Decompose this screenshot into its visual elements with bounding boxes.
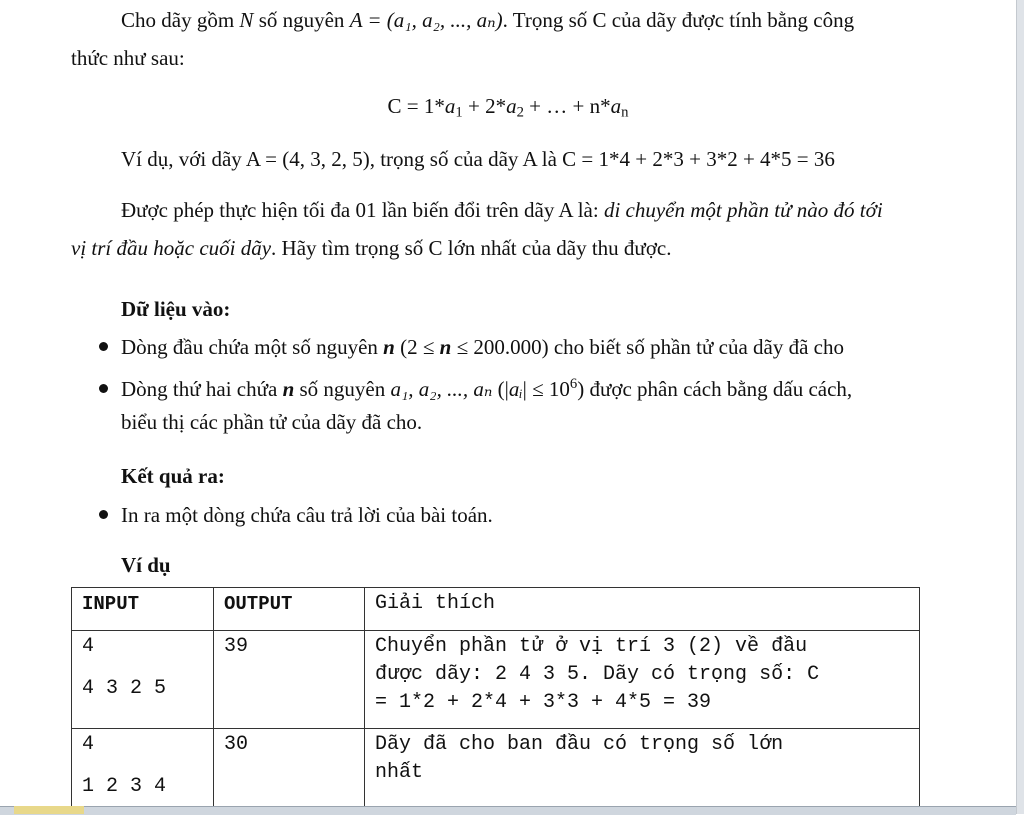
input-line: 4 3 2 5	[82, 677, 167, 700]
problem-paragraph-line1	[121, 6, 854, 34]
text: ≤ 200.000) cho biết số phần tử của dãy đã cho	[451, 335, 844, 359]
output-cell: 30	[214, 729, 365, 814]
sequence-a: A = (a₁, a₂, ..., aₙ)	[349, 8, 503, 32]
var-n: N	[239, 8, 254, 32]
table-row	[72, 631, 920, 729]
explain-cell	[365, 729, 920, 814]
formula-part: C = 1*	[387, 94, 445, 118]
header-output: OUTPUT	[214, 588, 365, 631]
var-ai: aᵢ	[508, 377, 523, 401]
input-bullet-2-line1	[121, 375, 852, 403]
taskbar-tab[interactable]	[14, 806, 84, 814]
table-row	[72, 729, 920, 814]
header-input: INPUT	[72, 588, 214, 631]
transform-paragraph-line1	[121, 196, 883, 224]
text: Được phép thực hiện tối đa 01 lần biến đổi trên dãy A là:	[121, 198, 604, 222]
formula-var: a	[506, 94, 517, 118]
explain-line: Dãy đã cho ban đầu có trọng số lớn	[375, 733, 784, 756]
input-bullet-2-line2: biểu thị các phần tử của dãy đã cho.	[121, 410, 423, 434]
input-cell	[72, 631, 214, 729]
transform-paragraph-line2	[71, 234, 672, 262]
text: | ≤ 10	[522, 377, 570, 401]
text: . Trọng số C của dãy được tính bằng công	[502, 8, 855, 32]
text: Dòng thứ hai chứa	[121, 377, 283, 401]
window-edge	[1016, 0, 1024, 814]
bullet-icon	[99, 510, 108, 519]
input-cell	[72, 729, 214, 814]
text: Cho dãy gồm	[121, 8, 240, 32]
var-n: n	[383, 335, 395, 359]
formula-part: + 2*	[462, 94, 507, 118]
example-heading: Ví dụ	[121, 553, 171, 577]
explain-line: = 1*2 + 2*4 + 3*3 + 4*5 = 39	[375, 691, 712, 714]
sequence: a₁, a₂, ..., aₙ	[390, 377, 493, 401]
exponent: 6	[569, 375, 578, 392]
input-heading: Dữ liệu vào:	[121, 297, 231, 321]
input-line: 4	[82, 733, 95, 756]
text: (|	[492, 377, 509, 401]
text: . Hãy tìm trọng số C lớn nhất của dãy thu được.	[271, 236, 672, 260]
header-explain: Giải thích	[365, 588, 920, 631]
formula-part: + … + n*	[523, 94, 611, 118]
weight-formula	[0, 92, 1016, 120]
input-line: 4	[82, 635, 95, 658]
bullet-icon	[99, 342, 108, 351]
var-n: n	[439, 335, 452, 359]
text: Dòng đầu chứa một số nguyên	[121, 335, 384, 359]
text: số nguyên	[253, 8, 350, 32]
input-bullet-1	[121, 333, 844, 361]
explain-line: Chuyển phần tử ở vị trí 3 (2) về đầu	[375, 635, 808, 658]
formula-sub: 2	[516, 104, 524, 121]
explain-line: nhất	[375, 761, 424, 784]
example-text: Ví dụ, với dãy A = (4, 3, 2, 5), trọng số của dãy A là C = 1*4 + 2*3 + 3*2 + 4*5 = 36	[121, 147, 835, 171]
var-n: n	[282, 377, 295, 401]
explain-cell	[365, 631, 920, 729]
formula-var: a	[444, 94, 456, 118]
output-bullet-1: In ra một dòng chứa câu trả lời của bài toán.	[121, 503, 493, 527]
text: (2 ≤	[394, 335, 440, 359]
bullet-icon	[99, 384, 108, 393]
input-line: 1 2 3 4	[82, 775, 167, 798]
explain-line: được dãy: 2 4 3 5. Dãy có trọng số: C	[375, 663, 820, 686]
text: ) được phân cách bằng dấu cách,	[577, 377, 853, 401]
formula-sub: 1	[455, 104, 463, 121]
example-table	[71, 587, 920, 814]
output-cell: 39	[214, 631, 365, 729]
output-heading: Kết quả ra:	[121, 464, 225, 488]
italic-text: vị trí đầu hoặc cuối dãy	[71, 236, 272, 260]
text: số nguyên	[294, 377, 391, 401]
problem-paragraph-line2: thức như sau:	[71, 46, 185, 70]
formula-sub: n	[621, 104, 629, 121]
italic-text: di chuyển một phần tử nào đó tới	[603, 198, 883, 222]
formula-var: a	[610, 94, 622, 118]
table-header-row	[72, 588, 920, 631]
